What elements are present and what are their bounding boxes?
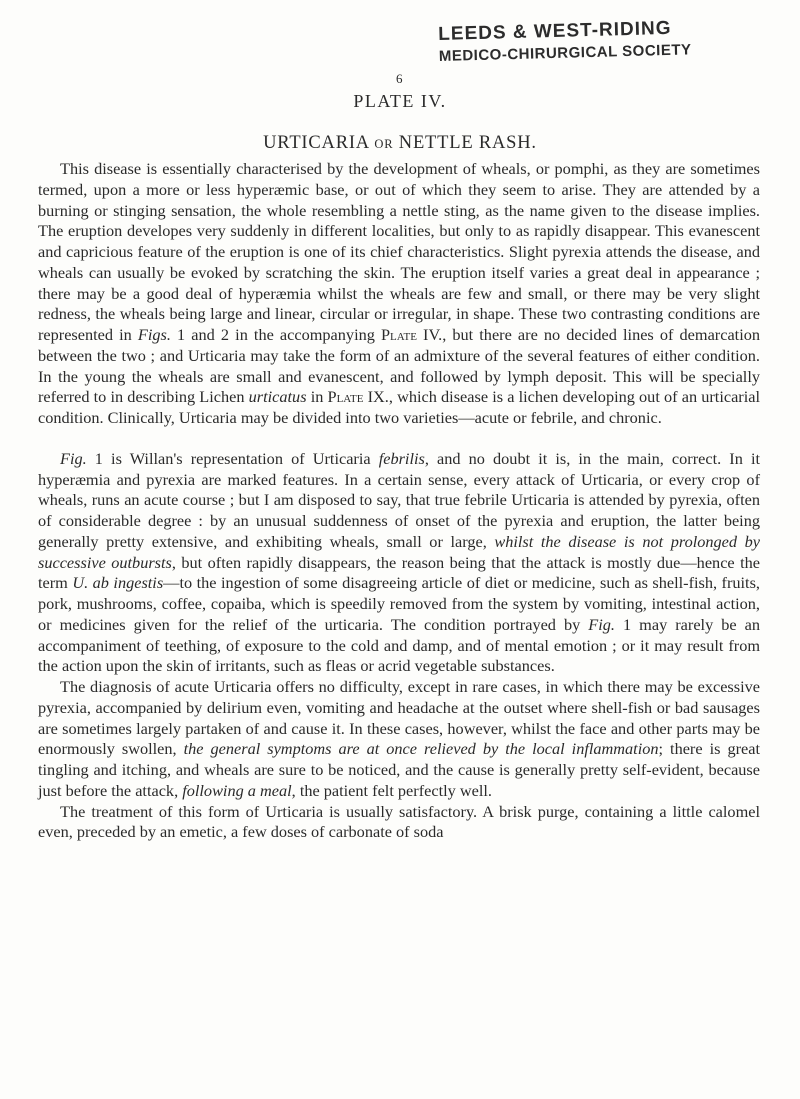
text-run: 1 may rarely be an accompaniment of teething, of exposure to the cold and damp, and of mental emotion ; or it may result from the action upon the skin of irritants, such as fleas or acrid vegetable substances. bbox=[38, 614, 761, 676]
text-run: , the patient felt perfectly well. bbox=[291, 780, 492, 800]
title-alt: NETTLE RASH. bbox=[398, 133, 537, 153]
plate-reference: Plate IV. bbox=[380, 325, 443, 344]
text-run-italic: the general symptoms are at once relieved by the local inflammation bbox=[183, 739, 659, 759]
paragraph-4 bbox=[38, 802, 760, 844]
text-run: , but often rapidly disappears, the reason being that the attack is mostly due—hence the term bbox=[38, 552, 760, 593]
text-run: 1 and 2 in the accompanying bbox=[170, 325, 381, 344]
text-run-italic: Fig. bbox=[588, 614, 615, 634]
plate-reference: Plate IX. bbox=[327, 387, 389, 407]
plate-label: PLATE IV. bbox=[353, 91, 447, 111]
text-run: The diagnosis of acute Urticaria offers no difficulty, except in rare cases, in which there may be excessive pyrexia, accompanied by delirium even, vomiting and headache at the outset where shell-fish or bad sausages are sometimes largely partaken of and cause it. In these cases, however, whilst the face and other parts may be enormously swollen, bbox=[38, 677, 760, 759]
text-run-italic: following a meal bbox=[182, 780, 292, 800]
text-run-italic: urticatus bbox=[248, 387, 307, 407]
text-run: ; there is great tingling and itching, and wheals are sure to be noticed, and the cause is generally pretty self-evident, because just before the attack, bbox=[38, 739, 760, 800]
text-run: , which disease is a lichen developing out of an urticarial condition. Clinically, Urticaria may be divided into two varieties—acute or febrile, and chronic. bbox=[38, 387, 760, 427]
text-run: —to the ingestion of some disagreeing article of diet or medicine, such as shell-fish, fruits, pork, mushrooms, coffee, copaiba, which is speedily removed from the system by vomiting, intestinal action, or medicines given for the relief of the urticaria. The condition portrayed by bbox=[38, 573, 760, 634]
paragraph-3 bbox=[38, 677, 760, 802]
text-run: The treatment of this form of Urticaria is usually satisfactory. A brisk purge, containing a little calomel even, preceded by an emetic, a few doses of carbonate of soda bbox=[38, 801, 760, 842]
text-run: in bbox=[306, 387, 328, 407]
text-run: , but there are no decided lines of demarcation between the two ; and Urticaria may take the form of an admixture of the several features of either condition. In the young the wheals are small and evanescent, and followed by lymph deposit. This will be specially referred to in describing Lichen bbox=[38, 325, 761, 407]
library-stamp bbox=[438, 15, 769, 65]
title-main: URTICARIA bbox=[263, 133, 369, 153]
body-text bbox=[38, 159, 760, 843]
paragraph-2 bbox=[38, 449, 760, 677]
text-run-italic: Fig. bbox=[60, 448, 87, 468]
stamp-line-1: LEEDS & WEST-RIDING bbox=[438, 17, 672, 45]
text-run-italic: Figs. bbox=[137, 325, 171, 344]
title-or: OR bbox=[374, 137, 394, 151]
page-number: 6 bbox=[396, 71, 403, 86]
text-run: , and no doubt it is, in the main, correct. In it hyperæmia and pyrexia are marked features. In a certain sense, every attack of Urticaria, or every crop of wheals, runs an acute course ; but I am disposed to say, that true febrile Urticaria is attended by pyrexia, often of considerable degree : by an unusual suddenness of onset of the pyrexia and eruption, the latter being generally pretty extensive, and exhibiting wheals, small or large, bbox=[38, 448, 760, 551]
text-run: 1 is Willan's representation of Urticaria bbox=[86, 448, 379, 468]
page-title bbox=[0, 133, 800, 154]
text-run-italic: whilst the disease is not prolonged by successive outbursts bbox=[38, 531, 760, 572]
paragraph-1 bbox=[38, 159, 760, 429]
text-run-italic: febrilis bbox=[378, 448, 425, 468]
text-run-italic: U. ab ingestis bbox=[72, 573, 164, 593]
text-run: This disease is essentially characterised by the development of wheals, or pomphi, as they are sometimes termed, upon a more or less hyperæmic base, or out of which they seem to arise. They are attended by a burning or stinging sensation, the whole resembling a nettle sting, as the name given to the disease implies. The eruption developes very suddenly in different localities, but only to as rapidly disappear. This evanescent and capricious feature of the eruption is one of its chief characteristics. Slight pyrexia attends the disease, and wheals can usually be evoked by scratching the skin. The eruption itself varies a great deal in appearance ; there may be a good deal of hyperæmia whilst the wheals are few and small, or there may be very slight redness, the wheals being large and linear, circular or irregular, in shape. These two contrasting conditions are represented in bbox=[38, 159, 760, 344]
stamp-line-2: MEDICO-CHIRURGICAL SOCIETY bbox=[438, 41, 692, 65]
